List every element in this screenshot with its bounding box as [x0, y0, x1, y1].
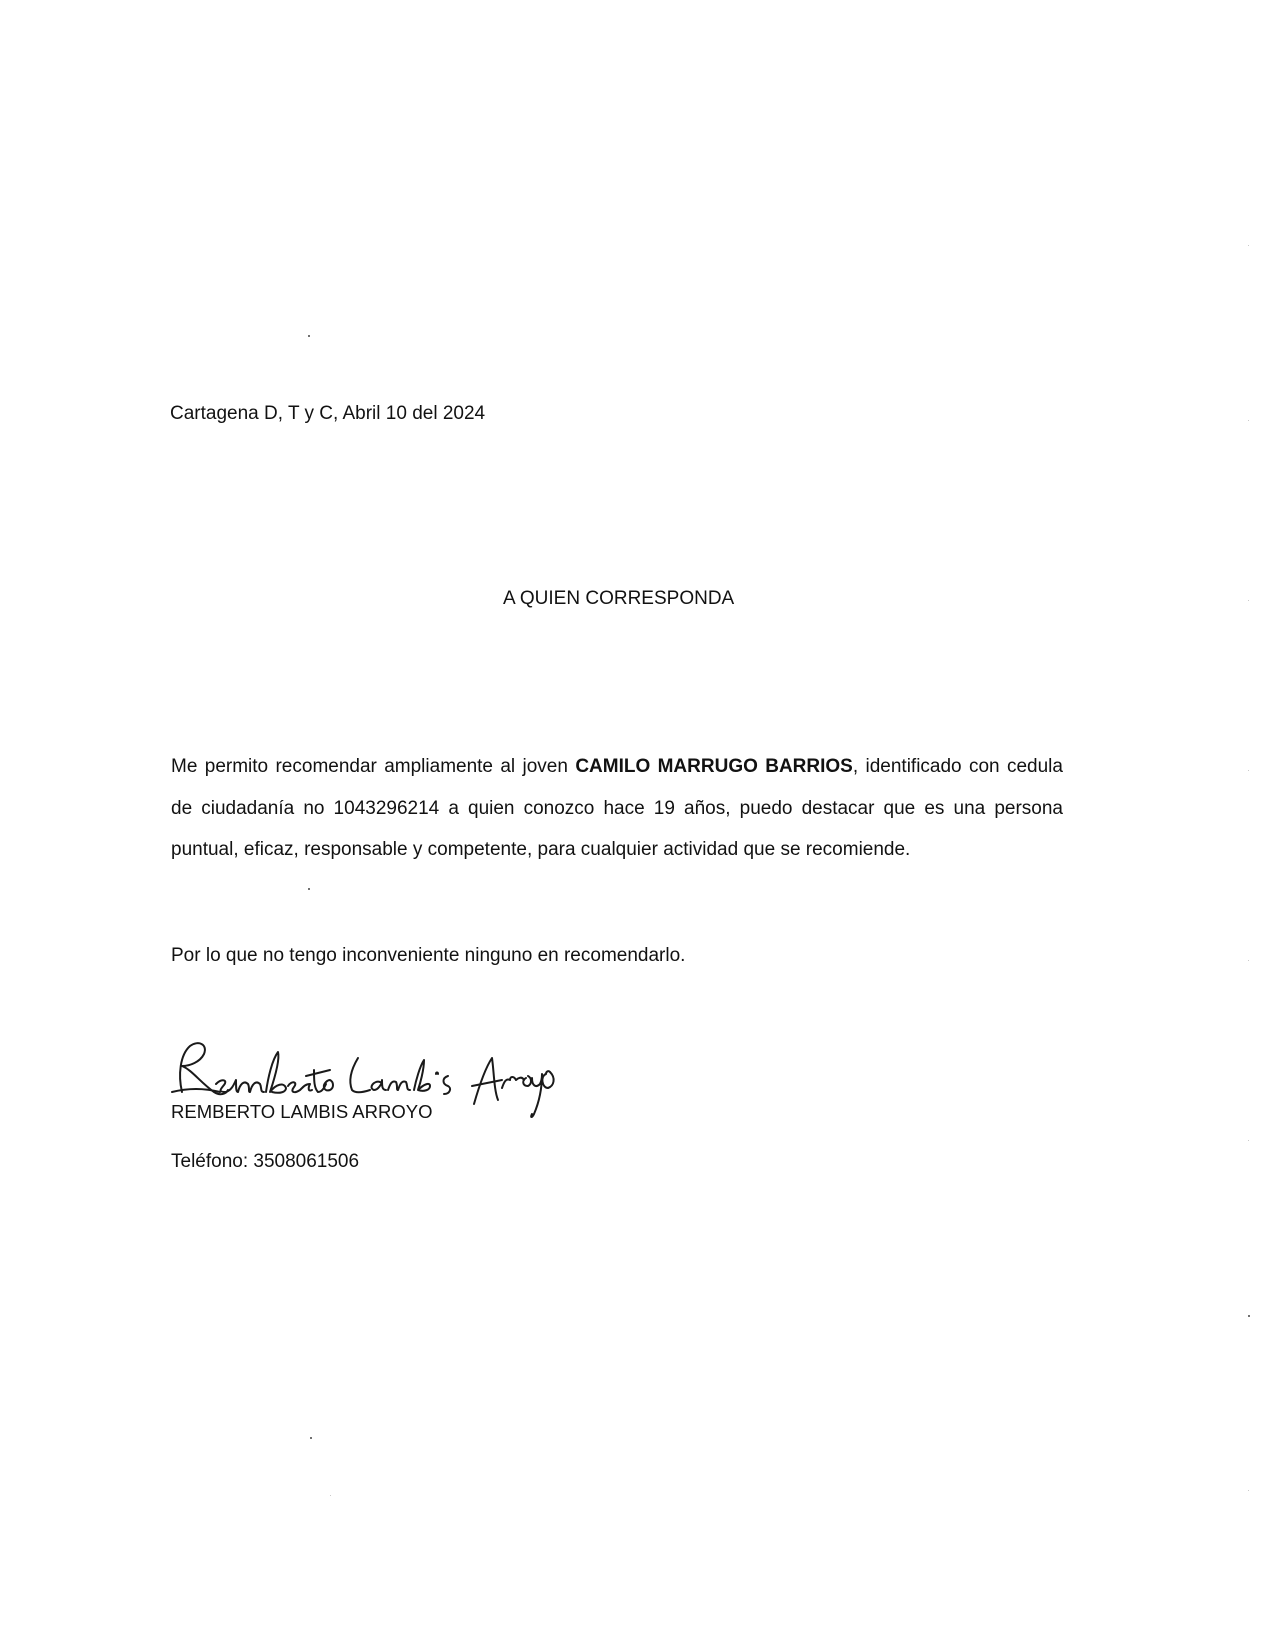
place-date: Cartagena D, T y C, Abril 10 del 2024 — [170, 403, 486, 424]
scan-speck — [1248, 420, 1249, 421]
candidate-name: CAMILO MARRUGO BARRIOS — [575, 756, 853, 777]
signer-name: REMBERTO LAMBIS ARROYO — [171, 1101, 433, 1122]
scan-speck — [1248, 770, 1249, 771]
scan-speck — [310, 1437, 312, 1439]
scan-speck — [1248, 1140, 1249, 1141]
scan-speck — [1248, 1490, 1249, 1491]
scan-speck — [330, 1495, 331, 1496]
recommendation-paragraph — [171, 746, 1063, 871]
scan-speck — [1248, 1315, 1250, 1317]
scan-speck — [1248, 600, 1249, 601]
salutation: A QUIEN CORRESPONDA — [503, 588, 735, 609]
scan-speck — [1248, 245, 1249, 246]
scan-speck — [308, 888, 310, 890]
paragraph-intro: Me permito recomendar ampliamente al joven — [171, 756, 576, 777]
scan-speck — [308, 335, 310, 337]
phone-number: Teléfono: 3508061506 — [171, 1151, 360, 1172]
paragraph-rest: , identificado con cedula de ciudadanía no 1043296214 a quien conozco hace 19 años, puedo destacar que es una persona puntual, eficaz, responsable y competente, para cualquier actividad que se recomiende. — [171, 756, 1063, 860]
closing-line: Por lo que no tengo inconveniente ninguno en recomendarlo. — [171, 945, 686, 966]
scan-speck — [1248, 960, 1249, 961]
